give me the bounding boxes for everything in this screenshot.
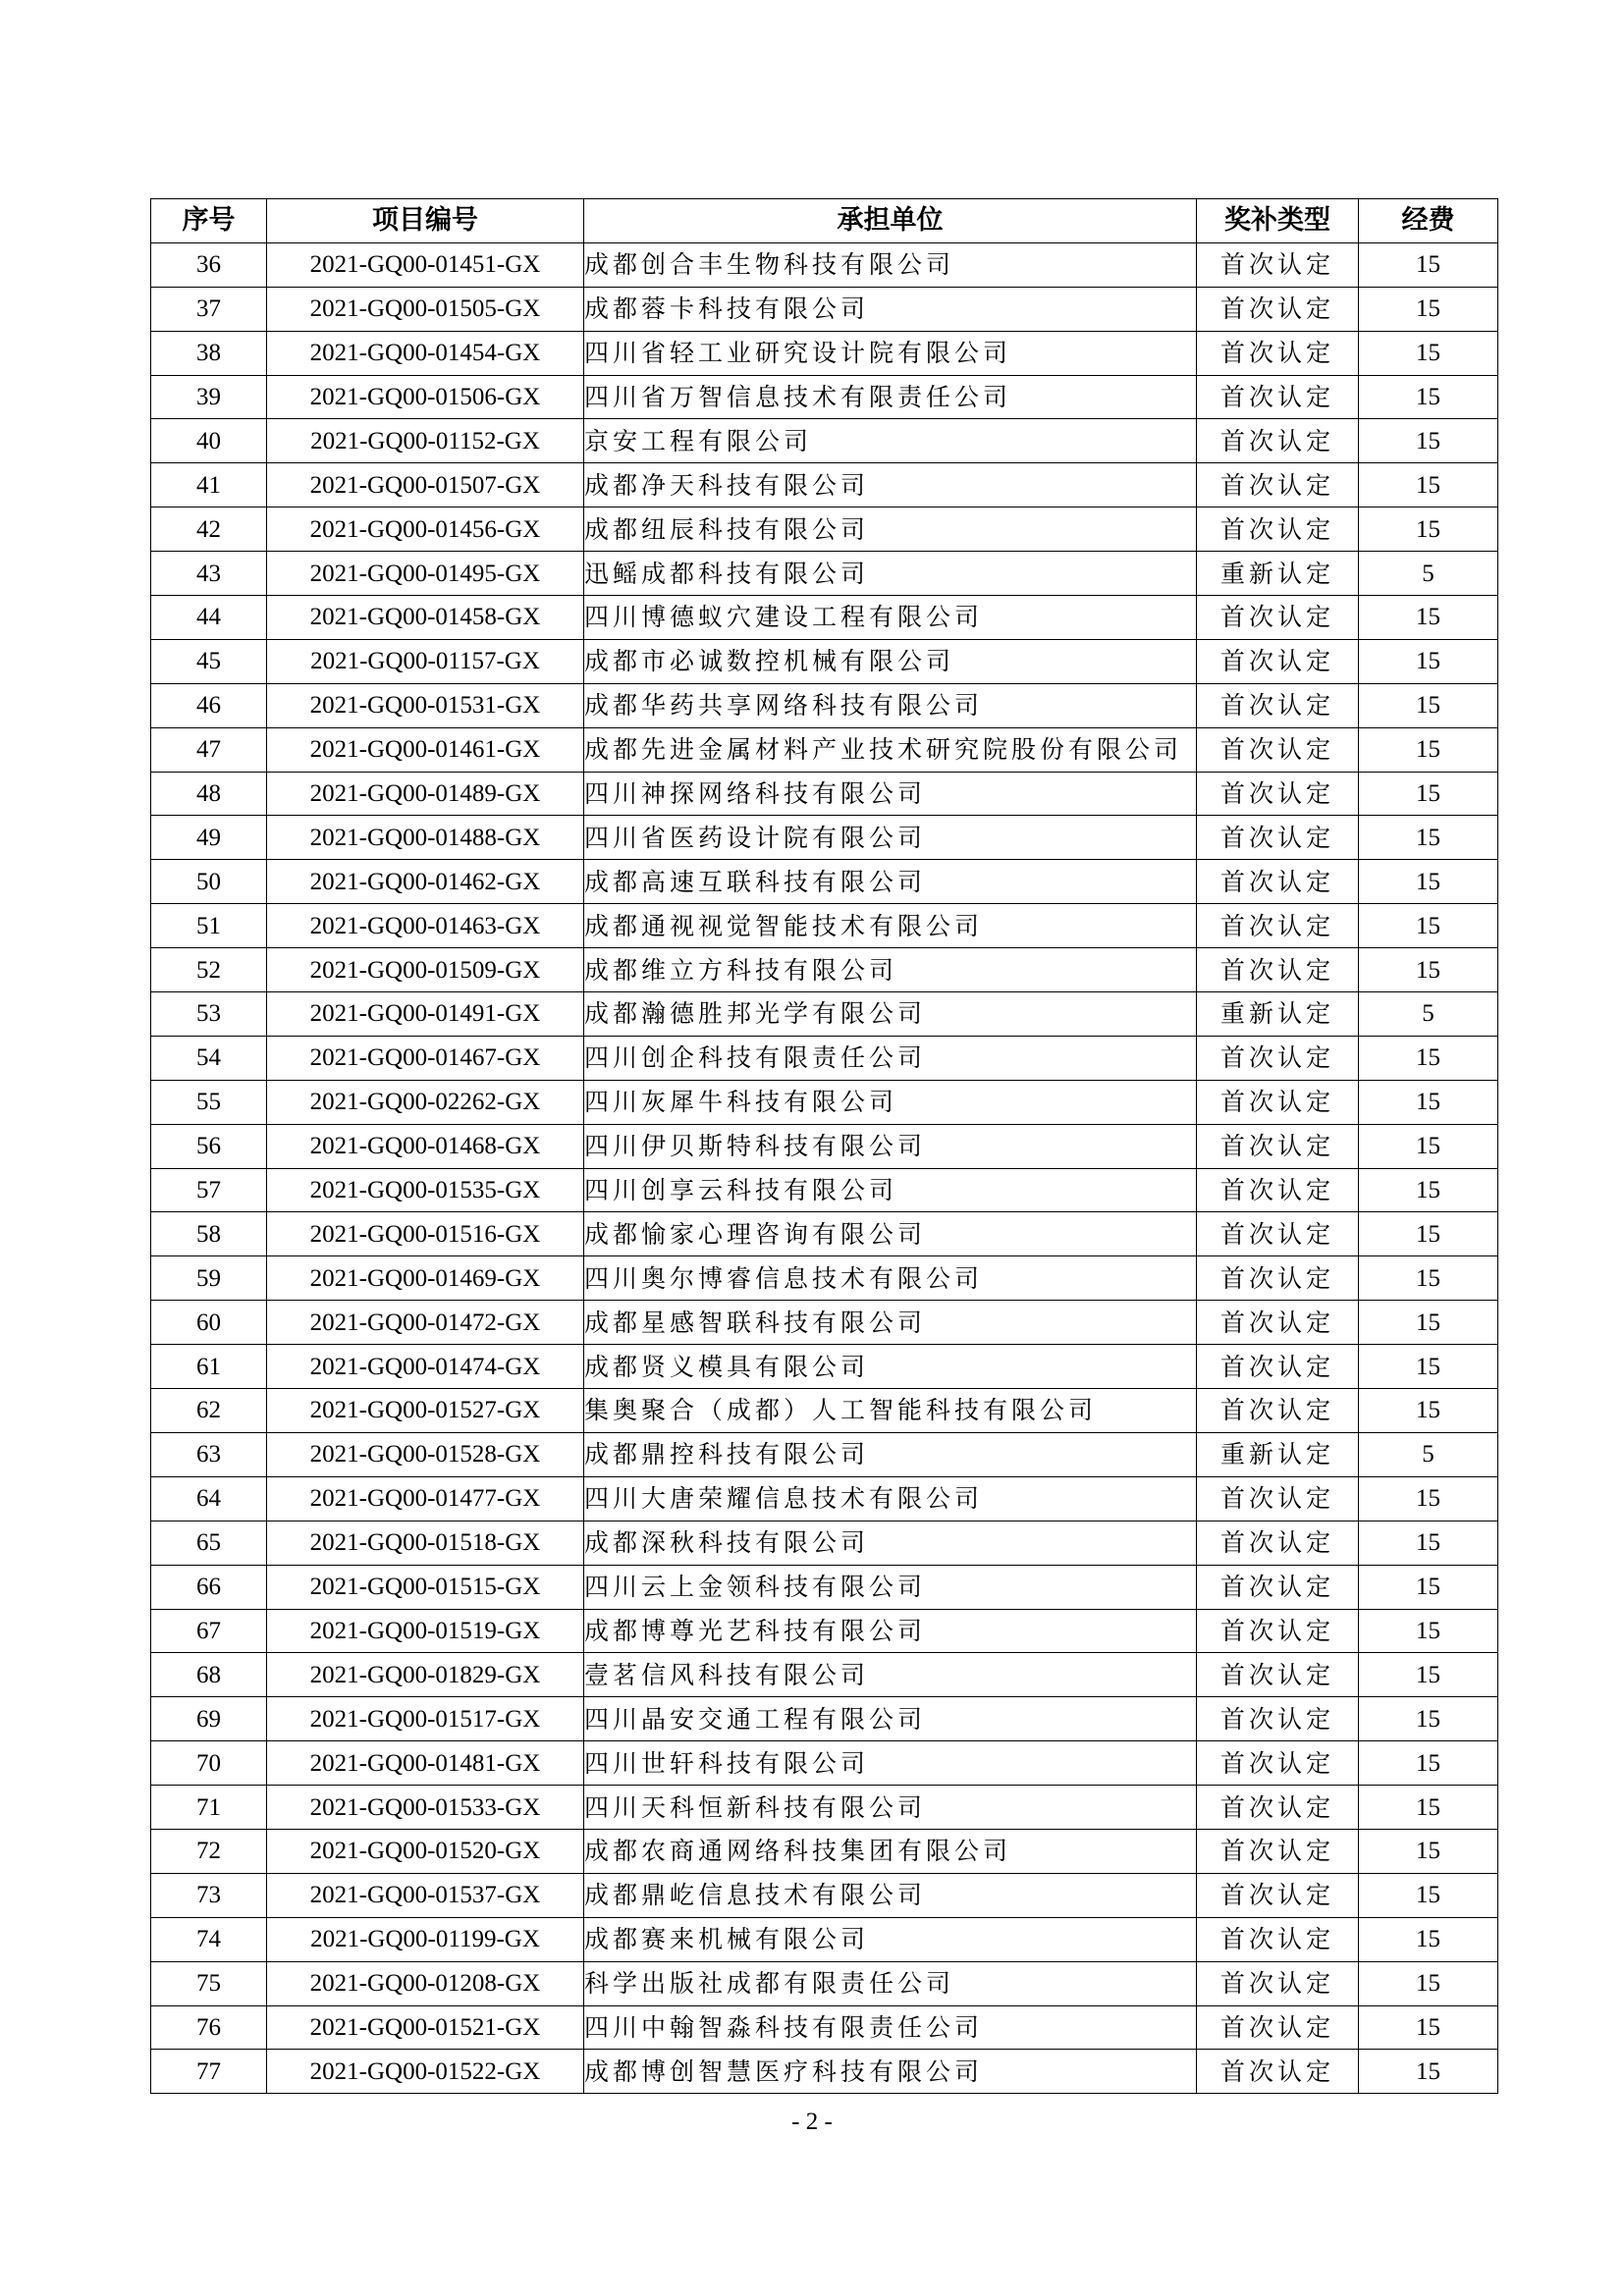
row-unit: 四川创企科技有限责任公司 [584, 1036, 1197, 1080]
table-row [151, 1697, 1498, 1741]
table-row [151, 683, 1498, 727]
row-funding: 15 [1359, 1476, 1498, 1521]
table-row [151, 816, 1498, 860]
row-unit: 四川奥尔博睿信息技术有限公司 [584, 1256, 1197, 1301]
row-award-type: 首次认定 [1197, 904, 1359, 948]
row-project-code: 2021-GQ00-01157-GX [267, 639, 584, 683]
row-award-type: 重新认定 [1197, 552, 1359, 596]
row-project-code: 2021-GQ00-01516-GX [267, 1212, 584, 1256]
row-award-type: 首次认定 [1197, 1917, 1359, 1961]
row-funding: 15 [1359, 1565, 1498, 1609]
row-index: 44 [151, 596, 267, 640]
table-row [151, 2005, 1498, 2050]
row-unit: 成都星感智联科技有限公司 [584, 1301, 1197, 1345]
table-row [151, 1256, 1498, 1301]
row-funding: 15 [1359, 375, 1498, 419]
table-row [151, 1036, 1498, 1080]
header-project-code: 项目编号 [267, 199, 584, 243]
row-project-code: 2021-GQ00-01520-GX [267, 1829, 584, 1873]
row-award-type: 首次认定 [1197, 2050, 1359, 2094]
row-award-type: 首次认定 [1197, 1301, 1359, 1345]
row-funding: 15 [1359, 1697, 1498, 1741]
row-index: 48 [151, 772, 267, 816]
row-funding: 15 [1359, 1873, 1498, 1917]
table-row [151, 1565, 1498, 1609]
table-row [151, 1124, 1498, 1168]
row-project-code: 2021-GQ00-01474-GX [267, 1345, 584, 1389]
table-row [151, 596, 1498, 640]
row-award-type: 首次认定 [1197, 1389, 1359, 1433]
row-award-type: 首次认定 [1197, 1697, 1359, 1741]
row-project-code: 2021-GQ00-01505-GX [267, 287, 584, 331]
row-index: 76 [151, 2005, 267, 2050]
row-funding: 15 [1359, 1521, 1498, 1565]
table-row [151, 1389, 1498, 1433]
row-index: 52 [151, 948, 267, 992]
row-index: 50 [151, 860, 267, 904]
table-row [151, 419, 1498, 463]
row-funding: 15 [1359, 1256, 1498, 1301]
row-funding: 15 [1359, 904, 1498, 948]
row-funding: 15 [1359, 1124, 1498, 1168]
table-row [151, 1168, 1498, 1212]
row-award-type: 首次认定 [1197, 419, 1359, 463]
row-project-code: 2021-GQ00-01481-GX [267, 1741, 584, 1786]
row-funding: 15 [1359, 1301, 1498, 1345]
row-funding: 15 [1359, 860, 1498, 904]
table-row [151, 1873, 1498, 1917]
row-project-code: 2021-GQ00-01451-GX [267, 242, 584, 287]
row-project-code: 2021-GQ00-01456-GX [267, 507, 584, 552]
row-index: 66 [151, 1565, 267, 1609]
row-unit: 四川世轩科技有限公司 [584, 1741, 1197, 1786]
row-index: 65 [151, 1521, 267, 1565]
row-unit: 四川伊贝斯特科技有限公司 [584, 1124, 1197, 1168]
row-unit: 四川大唐荣耀信息技术有限公司 [584, 1476, 1197, 1521]
row-unit: 四川神探网络科技有限公司 [584, 772, 1197, 816]
row-award-type: 重新认定 [1197, 1432, 1359, 1476]
page-number: - 2 - [791, 2109, 833, 2135]
row-project-code: 2021-GQ00-01507-GX [267, 463, 584, 507]
table-row [151, 639, 1498, 683]
row-unit: 四川省医药设计院有限公司 [584, 816, 1197, 860]
row-project-code: 2021-GQ00-01208-GX [267, 1961, 584, 2005]
table-row [151, 1345, 1498, 1389]
row-unit: 成都净天科技有限公司 [584, 463, 1197, 507]
row-project-code: 2021-GQ00-01509-GX [267, 948, 584, 992]
row-unit: 成都深秋科技有限公司 [584, 1521, 1197, 1565]
row-funding: 15 [1359, 1917, 1498, 1961]
row-unit: 成都博创智慧医疗科技有限公司 [584, 2050, 1197, 2094]
row-unit: 四川博德蚁穴建设工程有限公司 [584, 596, 1197, 640]
row-index: 36 [151, 242, 267, 287]
row-index: 71 [151, 1786, 267, 1830]
row-unit: 迅鳐成都科技有限公司 [584, 552, 1197, 596]
row-unit: 四川中翰智淼科技有限责任公司 [584, 2005, 1197, 2050]
row-award-type: 首次认定 [1197, 683, 1359, 727]
row-project-code: 2021-GQ00-01519-GX [267, 1609, 584, 1653]
row-index: 42 [151, 507, 267, 552]
row-project-code: 2021-GQ00-01469-GX [267, 1256, 584, 1301]
row-funding: 15 [1359, 1080, 1498, 1124]
table-row [151, 1521, 1498, 1565]
table-row [151, 242, 1498, 287]
table-row [151, 1609, 1498, 1653]
table-row [151, 1917, 1498, 1961]
row-funding: 15 [1359, 772, 1498, 816]
row-project-code: 2021-GQ00-01491-GX [267, 992, 584, 1037]
row-funding: 15 [1359, 816, 1498, 860]
table-row [151, 1786, 1498, 1830]
row-unit: 成都华药共享网络科技有限公司 [584, 683, 1197, 727]
row-index: 43 [151, 552, 267, 596]
row-award-type: 首次认定 [1197, 772, 1359, 816]
row-award-type: 首次认定 [1197, 639, 1359, 683]
table-row [151, 1432, 1498, 1476]
row-unit: 四川创享云科技有限公司 [584, 1168, 1197, 1212]
row-project-code: 2021-GQ00-01467-GX [267, 1036, 584, 1080]
row-unit: 四川晶安交通工程有限公司 [584, 1697, 1197, 1741]
row-unit: 成都鼎屹信息技术有限公司 [584, 1873, 1197, 1917]
row-funding: 5 [1359, 552, 1498, 596]
row-award-type: 首次认定 [1197, 1476, 1359, 1521]
row-index: 56 [151, 1124, 267, 1168]
row-index: 41 [151, 463, 267, 507]
table-row [151, 904, 1498, 948]
row-index: 57 [151, 1168, 267, 1212]
row-project-code: 2021-GQ00-01535-GX [267, 1168, 584, 1212]
table-row [151, 1212, 1498, 1256]
row-project-code: 2021-GQ00-01199-GX [267, 1917, 584, 1961]
row-unit: 京安工程有限公司 [584, 419, 1197, 463]
row-project-code: 2021-GQ00-01517-GX [267, 1697, 584, 1741]
row-award-type: 重新认定 [1197, 992, 1359, 1037]
row-award-type: 首次认定 [1197, 287, 1359, 331]
row-project-code: 2021-GQ00-01506-GX [267, 375, 584, 419]
row-index: 77 [151, 2050, 267, 2094]
table-row [151, 1476, 1498, 1521]
row-award-type: 首次认定 [1197, 860, 1359, 904]
row-funding: 15 [1359, 331, 1498, 375]
row-funding: 15 [1359, 2005, 1498, 2050]
row-funding: 15 [1359, 1609, 1498, 1653]
row-unit: 成都博尊光艺科技有限公司 [584, 1609, 1197, 1653]
row-index: 68 [151, 1653, 267, 1697]
row-award-type: 首次认定 [1197, 1961, 1359, 2005]
table-row [151, 1741, 1498, 1786]
row-unit: 成都贤义模具有限公司 [584, 1345, 1197, 1389]
row-unit: 成都先进金属材料产业技术研究院股份有限公司 [584, 727, 1197, 772]
row-unit: 四川省万智信息技术有限责任公司 [584, 375, 1197, 419]
row-index: 73 [151, 1873, 267, 1917]
row-index: 63 [151, 1432, 267, 1476]
row-project-code: 2021-GQ00-01477-GX [267, 1476, 584, 1521]
row-index: 69 [151, 1697, 267, 1741]
row-project-code: 2021-GQ00-01515-GX [267, 1565, 584, 1609]
row-award-type: 首次认定 [1197, 948, 1359, 992]
row-award-type: 首次认定 [1197, 1873, 1359, 1917]
row-project-code: 2021-GQ00-01495-GX [267, 552, 584, 596]
row-funding: 15 [1359, 1389, 1498, 1433]
table-row [151, 331, 1498, 375]
row-index: 72 [151, 1829, 267, 1873]
row-award-type: 首次认定 [1197, 1786, 1359, 1830]
table-row [151, 727, 1498, 772]
row-award-type: 首次认定 [1197, 375, 1359, 419]
row-award-type: 首次认定 [1197, 1168, 1359, 1212]
row-index: 46 [151, 683, 267, 727]
row-funding: 15 [1359, 419, 1498, 463]
table-row [151, 287, 1498, 331]
table-row [151, 948, 1498, 992]
row-funding: 15 [1359, 683, 1498, 727]
row-funding: 15 [1359, 1653, 1498, 1697]
row-funding: 15 [1359, 1741, 1498, 1786]
row-award-type: 首次认定 [1197, 242, 1359, 287]
row-project-code: 2021-GQ00-01829-GX [267, 1653, 584, 1697]
row-funding: 15 [1359, 463, 1498, 507]
row-index: 49 [151, 816, 267, 860]
row-funding: 15 [1359, 1168, 1498, 1212]
row-funding: 15 [1359, 507, 1498, 552]
table-row [151, 1301, 1498, 1345]
table-row [151, 1653, 1498, 1697]
row-award-type: 首次认定 [1197, 1212, 1359, 1256]
row-unit: 成都蓉卡科技有限公司 [584, 287, 1197, 331]
row-funding: 15 [1359, 1961, 1498, 2005]
row-project-code: 2021-GQ00-01528-GX [267, 1432, 584, 1476]
table-row [151, 860, 1498, 904]
row-index: 55 [151, 1080, 267, 1124]
row-unit: 成都维立方科技有限公司 [584, 948, 1197, 992]
row-project-code: 2021-GQ00-01533-GX [267, 1786, 584, 1830]
header-funding: 经费 [1359, 199, 1498, 243]
table-row [151, 1961, 1498, 2005]
row-index: 51 [151, 904, 267, 948]
row-funding: 15 [1359, 1036, 1498, 1080]
row-project-code: 2021-GQ00-01152-GX [267, 419, 584, 463]
row-funding: 15 [1359, 1212, 1498, 1256]
row-unit: 四川灰犀牛科技有限公司 [584, 1080, 1197, 1124]
row-award-type: 首次认定 [1197, 331, 1359, 375]
row-unit: 成都愉家心理咨询有限公司 [584, 1212, 1197, 1256]
row-index: 67 [151, 1609, 267, 1653]
table-row [151, 375, 1498, 419]
row-unit: 成都高速互联科技有限公司 [584, 860, 1197, 904]
table-row [151, 992, 1498, 1037]
table-row [151, 552, 1498, 596]
row-index: 54 [151, 1036, 267, 1080]
row-project-code: 2021-GQ00-01489-GX [267, 772, 584, 816]
funding-table [150, 198, 1498, 2094]
row-funding: 5 [1359, 1432, 1498, 1476]
row-award-type: 首次认定 [1197, 1521, 1359, 1565]
row-project-code: 2021-GQ00-01458-GX [267, 596, 584, 640]
row-unit: 四川云上金领科技有限公司 [584, 1565, 1197, 1609]
row-project-code: 2021-GQ00-01462-GX [267, 860, 584, 904]
table-row [151, 2050, 1498, 2094]
table-row [151, 1080, 1498, 1124]
row-award-type: 首次认定 [1197, 1741, 1359, 1786]
row-funding: 15 [1359, 639, 1498, 683]
table-row [151, 507, 1498, 552]
row-award-type: 首次认定 [1197, 1609, 1359, 1653]
row-award-type: 首次认定 [1197, 1080, 1359, 1124]
row-award-type: 首次认定 [1197, 1256, 1359, 1301]
row-award-type: 首次认定 [1197, 816, 1359, 860]
row-index: 64 [151, 1476, 267, 1521]
row-funding: 15 [1359, 948, 1498, 992]
row-unit: 壹茗信风科技有限公司 [584, 1653, 1197, 1697]
row-project-code: 2021-GQ00-01537-GX [267, 1873, 584, 1917]
row-index: 47 [151, 727, 267, 772]
row-funding: 5 [1359, 992, 1498, 1037]
row-award-type: 首次认定 [1197, 1124, 1359, 1168]
row-index: 61 [151, 1345, 267, 1389]
row-award-type: 首次认定 [1197, 1345, 1359, 1389]
row-index: 45 [151, 639, 267, 683]
row-index: 38 [151, 331, 267, 375]
row-index: 70 [151, 1741, 267, 1786]
row-project-code: 2021-GQ00-01461-GX [267, 727, 584, 772]
row-index: 37 [151, 287, 267, 331]
row-index: 59 [151, 1256, 267, 1301]
table-row [151, 772, 1498, 816]
row-funding: 15 [1359, 1829, 1498, 1873]
row-funding: 15 [1359, 1786, 1498, 1830]
row-funding: 15 [1359, 287, 1498, 331]
row-project-code: 2021-GQ00-01472-GX [267, 1301, 584, 1345]
row-unit: 成都农商通网络科技集团有限公司 [584, 1829, 1197, 1873]
row-award-type: 首次认定 [1197, 2005, 1359, 2050]
header-unit: 承担单位 [584, 199, 1197, 243]
header-index: 序号 [151, 199, 267, 243]
row-project-code: 2021-GQ00-01522-GX [267, 2050, 584, 2094]
row-unit: 集奥聚合（成都）人工智能科技有限公司 [584, 1389, 1197, 1433]
row-project-code: 2021-GQ00-02262-GX [267, 1080, 584, 1124]
table-body [151, 242, 1498, 2093]
row-unit: 成都赛来机械有限公司 [584, 1917, 1197, 1961]
table-row [151, 1829, 1498, 1873]
table-row [151, 463, 1498, 507]
row-funding: 15 [1359, 727, 1498, 772]
row-unit: 成都瀚德胜邦光学有限公司 [584, 992, 1197, 1037]
row-unit: 成都市必诚数控机械有限公司 [584, 639, 1197, 683]
row-award-type: 首次认定 [1197, 1829, 1359, 1873]
row-award-type: 首次认定 [1197, 1036, 1359, 1080]
row-award-type: 首次认定 [1197, 463, 1359, 507]
row-project-code: 2021-GQ00-01527-GX [267, 1389, 584, 1433]
row-unit: 四川天科恒新科技有限公司 [584, 1786, 1197, 1830]
row-index: 39 [151, 375, 267, 419]
row-index: 74 [151, 1917, 267, 1961]
row-project-code: 2021-GQ00-01463-GX [267, 904, 584, 948]
row-award-type: 首次认定 [1197, 1653, 1359, 1697]
row-index: 62 [151, 1389, 267, 1433]
row-index: 75 [151, 1961, 267, 2005]
row-project-code: 2021-GQ00-01488-GX [267, 816, 584, 860]
row-index: 40 [151, 419, 267, 463]
header-award-type: 奖补类型 [1197, 199, 1359, 243]
row-index: 53 [151, 992, 267, 1037]
table-header-row [151, 199, 1498, 243]
row-unit: 成都纽辰科技有限公司 [584, 507, 1197, 552]
row-funding: 15 [1359, 242, 1498, 287]
row-funding: 15 [1359, 2050, 1498, 2094]
row-funding: 15 [1359, 1345, 1498, 1389]
row-project-code: 2021-GQ00-01518-GX [267, 1521, 584, 1565]
row-index: 58 [151, 1212, 267, 1256]
row-unit: 成都鼎控科技有限公司 [584, 1432, 1197, 1476]
row-unit: 四川省轻工业研究设计院有限公司 [584, 331, 1197, 375]
row-project-code: 2021-GQ00-01468-GX [267, 1124, 584, 1168]
row-award-type: 首次认定 [1197, 507, 1359, 552]
row-award-type: 首次认定 [1197, 727, 1359, 772]
row-award-type: 首次认定 [1197, 596, 1359, 640]
row-index: 60 [151, 1301, 267, 1345]
row-award-type: 首次认定 [1197, 1565, 1359, 1609]
row-funding: 15 [1359, 596, 1498, 640]
row-unit: 科学出版社成都有限责任公司 [584, 1961, 1197, 2005]
row-unit: 成都创合丰生物科技有限公司 [584, 242, 1197, 287]
row-unit: 成都通视视觉智能技术有限公司 [584, 904, 1197, 948]
row-project-code: 2021-GQ00-01454-GX [267, 331, 584, 375]
row-project-code: 2021-GQ00-01531-GX [267, 683, 584, 727]
row-project-code: 2021-GQ00-01521-GX [267, 2005, 584, 2050]
